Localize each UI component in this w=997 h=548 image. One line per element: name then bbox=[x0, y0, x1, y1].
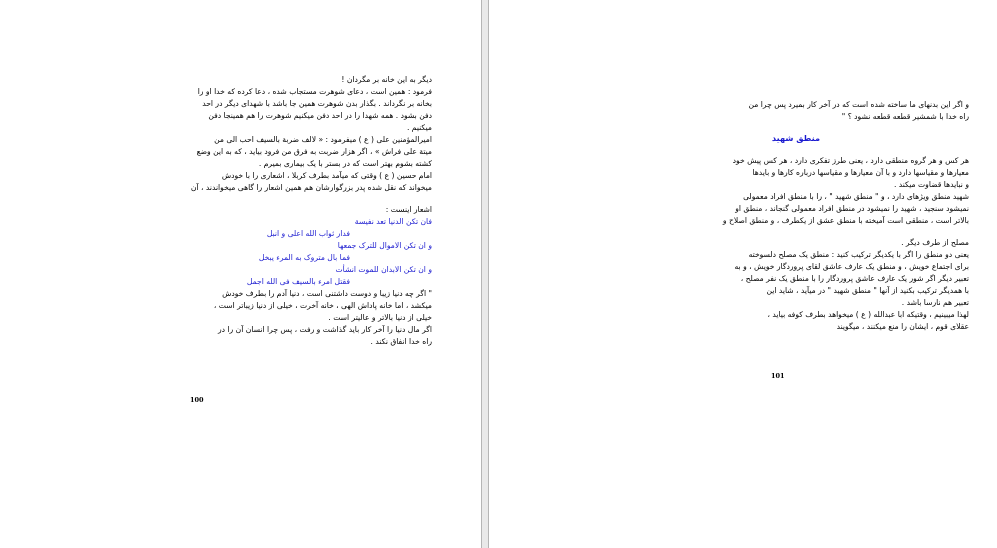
text-line: دیگر به این خانه بر مگردان ! bbox=[341, 75, 432, 84]
text-line: امام حسین ( ع ) وقتی که میآمد بطرف کربلا ، اشعاری را با خودش bbox=[221, 171, 432, 180]
text-line: میکشد ، اما خانه پاداش الهی ، خانه آخرت ، خیلی از دنیا زیباتر است ، bbox=[213, 301, 432, 310]
text-line: " اگر چه دنیا زیبا و دوست داشتنی است ، دنیا آدم را بطرف خودش bbox=[222, 289, 432, 298]
text-line: کشته بشوم بهتر است که در بستر با یک بیماری بمیرم . bbox=[258, 159, 432, 168]
page-number-left: 100 bbox=[190, 396, 204, 404]
text-line: نمیشود سنجید ، شهید را نمیشود در منطق افراد معمولی گنجاند ، منطق او bbox=[735, 204, 969, 213]
text-line: میکنیم . bbox=[406, 123, 432, 132]
text-line: یعنی دو منطق را اگر با یکدیگر ترکیب کنید : منطق یک مصلح دلسوخته bbox=[748, 250, 969, 259]
paragraph-gap bbox=[623, 227, 969, 237]
text-line: تعبیر دیگر اگر شور یک عارف عاشق پروردگار را با منطق یک نفر مصلح ، bbox=[740, 274, 969, 283]
page-number-right: 101 bbox=[771, 372, 785, 380]
text-line: اگر مال دنیا را آخر کار باید گذاشت و رفت ، پس چرا انسان آن را در bbox=[217, 325, 432, 334]
text-line: خیلی از دنیا بالاتر و عالیتر است . bbox=[328, 313, 432, 322]
left-page bbox=[0, 0, 481, 548]
text-line: شهید منطق ویژهای دارد ، و " منطق شهید " ، را با منطق افراد معمولی bbox=[743, 192, 969, 201]
text-line: تعبیر هم نارسا باشد . bbox=[901, 298, 969, 307]
poem-intro: اشعار اینست : bbox=[385, 205, 432, 214]
section-heading: منطق شهید bbox=[771, 133, 821, 143]
text-line: معیارها و مقیاسها دارد و با آن معیارها و مقیاسها درباره کارها و بایدها bbox=[752, 168, 969, 177]
text-line: راه خدا انفاق نکند . bbox=[370, 337, 432, 346]
text-line: میتة علی فراش » ، اگر هزار ضربت به فرق من فرود بیاید ، که به این وضع bbox=[196, 147, 432, 156]
text-line: و نبایدها قضاوت میکند . bbox=[893, 180, 969, 189]
text-line: میخواند که نقل شده پدر بزرگوارشان هم همین اشعار را گاهی میخواندند ، آن bbox=[190, 183, 432, 192]
poem-verse: فدار ثواب الله اعلی و انبل bbox=[266, 229, 350, 238]
text-line: بخانه بر نگرداند . بگذار بدن شوهرت همین جا باشد با شهدای دیگر در احد bbox=[202, 99, 432, 108]
text-line: راه خدا با شمشیر قطعه قطعه نشود ؟ " bbox=[841, 112, 969, 121]
paragraph-gap bbox=[40, 194, 432, 204]
text-line: برای اجتماع خویش ، و منطق یک عارف عاشق لقای پروردگار خویش ، و به bbox=[734, 262, 969, 271]
poem-verse: و ان تکن الابدان للموت انشأت bbox=[335, 265, 432, 274]
text-line: هر کس و هر گروه منطقی دارد ، یعنی طرز تفکری دارد ، هر کس پیش خود bbox=[732, 156, 969, 165]
text-line: لهذا میبینیم ، وقتیکه ابا عبدالله ( ع ) میخواهد بطرف کوفه بیاید ، bbox=[767, 310, 969, 319]
poem-verse: فقتل امرء بالسیف فی الله اجمل bbox=[246, 277, 350, 286]
poem-verse: فان تکن الدنیا تعد نفیسة bbox=[354, 217, 432, 226]
text-line: عقلای قوم ، ایشان را منع میکنند ، میگویند bbox=[836, 322, 969, 331]
text-line: مصلح از طرف دیگر . bbox=[901, 238, 969, 247]
text-line: و اگر این بدنهای ما ساخته شده است که در آخر کار بمیرد پس چرا من bbox=[748, 100, 969, 109]
text-line: امیرالمؤمنین علی ( ع ) میفرمود : « لالف ضربة بالسیف احب الی من bbox=[214, 135, 432, 144]
text-line: بالاتر است ، منطقی است آمیخته با منطق عشق از یکطرف ، و منطق اصلاح و bbox=[722, 216, 969, 225]
text-line: با همدیگر ترکیب بکنید از آنها " منطق شهید " در میآید ، شاید این bbox=[766, 286, 969, 295]
book-gutter bbox=[481, 0, 489, 548]
text-line: دفن بشود . همه شهدا را در احد دفن میکنیم شوهرت را هم همینجا دفن bbox=[208, 111, 432, 120]
poem-verse: فما بال متروک به المرء یبخل bbox=[258, 253, 350, 262]
text-line: فرمود : همین است ، دعای شوهرت مستجاب شده ، دعا کرده که خدا او را bbox=[197, 87, 432, 96]
right-page-text bbox=[623, 99, 969, 333]
poem-verse: و ان تکن الاموال للترک جمعها bbox=[337, 241, 432, 250]
left-page-text bbox=[40, 74, 432, 348]
right-page bbox=[489, 0, 997, 548]
